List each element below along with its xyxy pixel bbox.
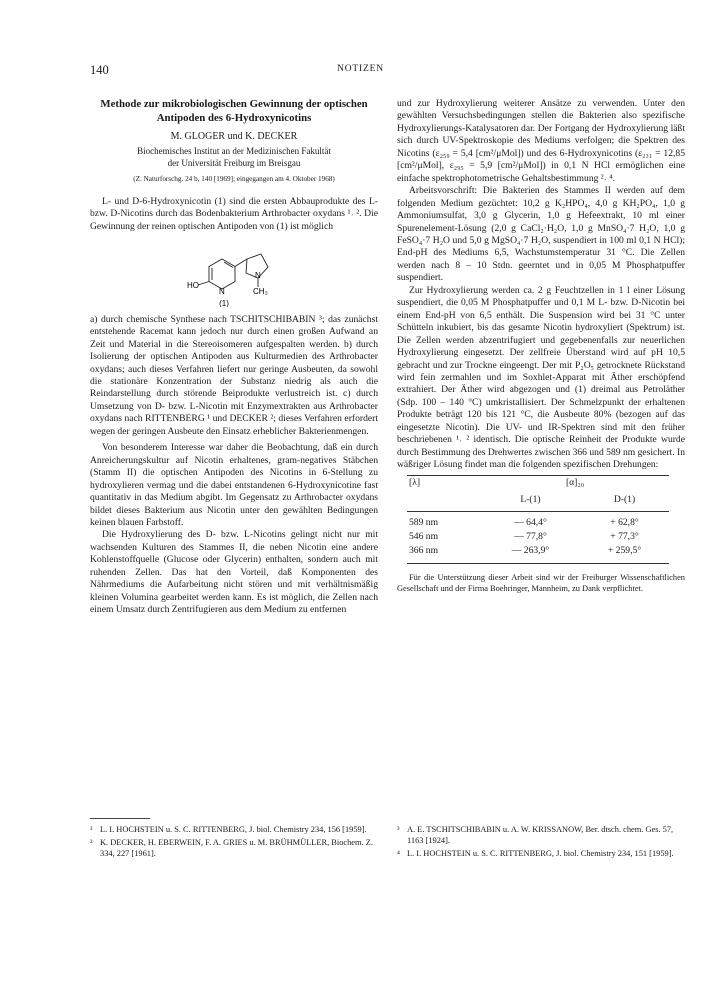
footnote-text: A. E. TSCHITSCHIBABIN u. A. W. KRISSANOW, Ber. dtsch. chem. Ges. 57, 1163 [1924]. xyxy=(407,825,674,845)
left-column xyxy=(90,98,378,617)
left-paragraph-1: L- und D-6-Hydroxynicotin (1) sind die ersten Abbauprodukte des L- bzw. D-Nicotins durch das Bodenbakterium Arthrobacter oxydans ¹˒ ². Die Gewinnung der reinen optischen Antipoden von (1) ist möglich xyxy=(90,195,378,232)
article-authors: M. GLOGER und K. DECKER xyxy=(170,131,298,142)
structure-ring-n-label: N xyxy=(219,287,225,297)
footnote-1 xyxy=(90,824,378,835)
header-specific-rotation: [α]₂₀ xyxy=(481,475,669,490)
footnote-mark: ⁴ xyxy=(397,849,400,858)
rotation-table-block xyxy=(397,475,685,564)
footnote-mark: ¹ xyxy=(90,825,93,834)
rotation-table xyxy=(407,475,669,564)
left-paragraph-2: a) durch chemische Synthese nach TSCHITSCHIBABIN ³; das zunächst entstehende Racemat kann jedoch nur durch einen großen Aufwand an Zeit und Material in die Stereoisomeren aufgespalten werden. b) durch Isolierung der optischen Antipoden aus Kulturmedien des Arthrobacter oxydans; auch dieses Verfahren liefert nur geringe Ausbeuten, da sowohl die stationäre Konzentration der Substanz niedrig als auch die Reindarstellung durch störende Beiprodukte verlustreich ist. c) durch Umsetzung von D- bzw. L-Nicotin mit Enzymextrakten aus Arthrobacter oxydans nach RITTENBERG ¹ und DECKER ²; dieses Verfahren erfordert wegen der geringen Ausbeute den Einsatz erheblicher Bakterienmengen. xyxy=(90,313,378,437)
row-l-value: — 263,9° xyxy=(481,544,580,563)
structure-ho-label: HO xyxy=(187,281,199,291)
table-header-row xyxy=(407,475,669,490)
footnote-mark: ² xyxy=(90,838,93,847)
footnote-4 xyxy=(397,848,685,859)
header-d-isomer: D-(1) xyxy=(580,490,669,511)
table-row xyxy=(407,544,669,563)
footnote-2 xyxy=(90,837,378,859)
received-date: (Z. Naturforschg. 24 b, 140 [1969]; eingegangen am 4. Oktober 1968) xyxy=(133,175,335,184)
footnote-3 xyxy=(397,824,685,846)
structure-ch3-label: CH₃ xyxy=(253,287,268,297)
table-row xyxy=(407,530,669,544)
header-l-isomer: L-(1) xyxy=(481,490,580,511)
footnote-text: L. I. HOCHSTEIN u. S. C. RITTENBERG, J. biol. Chemistry 234, 151 [1959]. xyxy=(407,849,674,858)
footnote-rule xyxy=(90,818,150,819)
row-wavelength: 546 nm xyxy=(409,530,439,542)
affiliation-line-2: der Universität Freiburg im Breisgau xyxy=(167,157,301,168)
left-paragraph-4: Die Hydroxylierung des D- bzw. L-Nicotins gelingt nicht nur mit wachsenden Kulturen des Stammes II, die neben Nicotin eine andere Kohlenstoffquelle (Glucose oder Glycerin) enthalten, sondern auch mit ruhenden Zellen. Das hat den Vorteil, daß Komponenten des Nährmediums die Aufarbeitung nicht stören und mit verhältnismäßig kleinen Volumina gearbeitet werden kann. Es ist möglich, die Zellen nach einem Umsatz durch Zentrifugieren aus dem Medium zu entfernen xyxy=(90,529,378,616)
footnote-mark: ³ xyxy=(397,825,400,834)
footnotes-right xyxy=(397,824,685,861)
row-l-value: — 77,8° xyxy=(514,530,547,542)
right-paragraph-3: Zur Hydroxylierung werden ca. 2 g Feuchtzellen in 1 l einer Lösung suspendiert, die 0,05 M Phosphatpuffer und 0,1 M L- bzw. D-Nicotin bei einem End-pH von 6,5 enthält. Die Suspension wird bei 31 °C unter Schütteln inkubiert, bis das gesamte Nicotin hydroxyliert (Spektrum) ist. Die Zellen werden abzentrifugiert und gegebenenfalls zur neuerlichen Hydroxylierung eingesetzt. Der zellfreie Überstand wird auf pH 10,5 gebracht und zur Trockne eingeengt. Der mit P₂O₅ getrocknete Rückstand wird fein zermahlen und im Soxhlet-Apparat mit Äther erschöpfend extrahiert. Der Äther wird abgezogen und (1) dreimal aus Petroläther (Sdp. 100 – 140 °C) umkristallisiert. Der Schmelzpunkt der erhaltenen Produkte beträgt 120 bis 121 °C, die Ausbeute 80% (bezogen auf das eingesetzte Nicotin). Die UV- und IR-Spektren sind mit den früher beschriebenen ¹˒ ² identisch. Die optische Reinheit der Produkte wurde durch Bestimmung des Drehwertes zwischen 366 und 589 nm gesichert. In wäßriger Lösung findet man die folgenden spezifischen Drehungen: xyxy=(397,284,686,471)
affiliation-line-1: Biochemisches Institut an der Medizinischen Fakultät xyxy=(137,146,331,157)
footnote-text: L. I. HOCHSTEIN u. S. C. RITTENBERG, J. biol. Chemistry 234, 156 [1959]. xyxy=(100,825,367,834)
row-wavelength: 589 nm xyxy=(409,516,439,528)
running-title: NOTIZEN xyxy=(337,64,384,74)
left-paragraph-3: Von besonderem Interesse war daher die Beobachtung, daß ein durch Anreicherungskultur auf Nicotin erhaltenes, gram-negatives Stäbchen (Stamm II) die optischen Antipoden des Nicotins in 6-Stellung zu hydroxylieren vermag und die dabei entstandenen 6-Hydroxynicotine fast quantitativ in das Medium abgibt. Im Gegensatz zu Arthrobacter oxydans bildet dieses Bakterium aus Nicotin unter den gewählten Bedingungen keinen blauen Farbstoff. xyxy=(90,442,378,528)
page-number: 140 xyxy=(90,63,109,77)
footnotes-left xyxy=(90,824,378,861)
table-subheader-row xyxy=(407,490,669,511)
right-paragraph-1: und zur Hydroxylierung weiterer Ansätze zu verwenden. Unter den gewählten Versuchsbedingungen stellen die Bakterien also spezifische Hydroxylierungs-Katalysatoren dar. Der Fortgang der Hydroxylierung läßt sich durch UV-Spektroskopie des Mediums verfolgen; die Spektren des Nicotins (ε₂₅₉ = 5,4 [cm²/μMol]) und des 6-Hydroxynicotins (ε₂₃₁ = 12,85 [cm²/μMol], ε₂₉₅ = 5,9 [cm²/μMol]) in 0,1 N HCl ermöglichen eine einfache spektrophotometrische Gehaltsbestimmung ²˒ ⁴. xyxy=(397,98,685,184)
right-column xyxy=(397,98,685,594)
structure-amine-n-label: N xyxy=(255,271,261,281)
chemical-structure xyxy=(90,237,378,307)
row-d-value: + 259,5° xyxy=(580,544,669,563)
row-wavelength: 366 nm xyxy=(407,544,481,563)
article-title: Methode zur mikrobiologischen Gewinnung der optischen Antipoden des 6-Hydroxynicotins xyxy=(100,98,368,124)
row-d-value: + 77,3° xyxy=(610,530,639,542)
row-l-value: — 64,4° xyxy=(514,516,547,528)
row-d-value: + 62,8° xyxy=(610,516,639,528)
right-paragraph-2: Arbeitsvorschrift: Die Bakterien des Stammes II werden auf dem folgenden Medium gezüchtet: 10,2 g K₂HPO₄, 4,0 g KH₂PO₄, 1,0 g Ammoniumsulfat, 3,0 g Glycerin, 1,0 g Hefeextrakt, 10 ml einer Spurenelement-Lösung (2,0 g CaCl₂·H₂O, 1,0 g MnSO₄·7 H₂O, 1,0 g FeSO₄·7 H₂O und 5,0 g MgSO₄·7 H₂O, suspendiert in 100 ml 0,1 N HCl); End-pH des Mediums 6,5, Wachstumstemperatur 31 °C. Die Zellen werden nach 8 – 10 Stdn. geerntet und in 0,05 M Phosphatpuffer suspendiert. xyxy=(397,185,685,284)
footnote-text: K. DECKER, H. EBERWEIN, F. A. GRIES u. M. BRÜHMÜLLER, Biochem. Z. 334, 227 [1961]. xyxy=(100,838,373,858)
acknowledgment: Für die Unterstützung dieser Arbeit sind wir der Freiburger Wissenschaftlichen Gesellschaft und der Firma Boehringer, Mannheim, zu Dank verpflichtet. xyxy=(397,572,685,593)
table-row xyxy=(407,511,669,530)
structure-compound-number: (1) xyxy=(219,299,229,308)
header-wavelength: [λ] xyxy=(407,475,481,490)
